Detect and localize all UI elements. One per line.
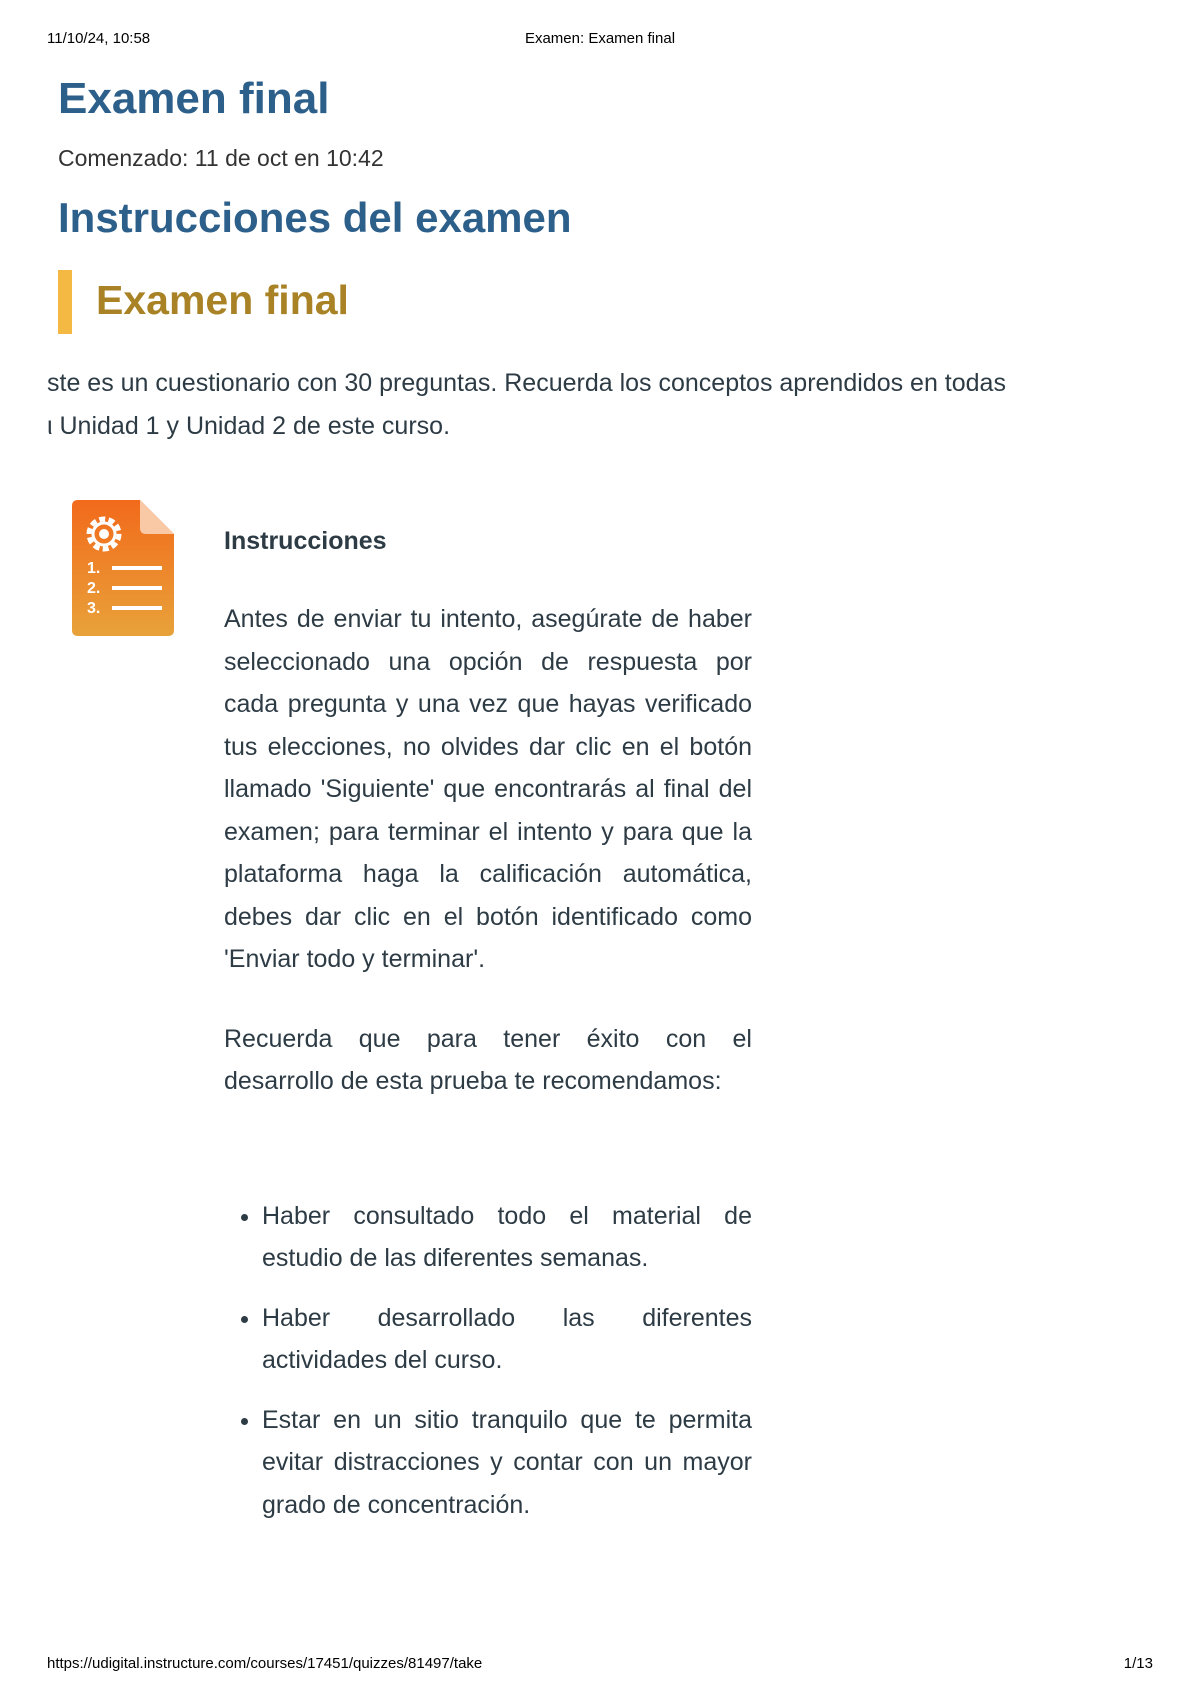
list-item: • Haber consultado todo el material de estudio de las diferentes semanas. xyxy=(262,1195,752,1280)
document-icon-graphic xyxy=(72,500,174,636)
svg-text:2.: 2. xyxy=(87,580,101,597)
banner xyxy=(58,270,658,334)
quiz-title: Examen final xyxy=(58,74,330,123)
banner-accent-bar xyxy=(58,270,72,334)
instructions-heading: Instrucciones del examen xyxy=(58,194,572,241)
svg-text:3.: 3. xyxy=(87,600,101,617)
tips-list xyxy=(224,1195,752,1527)
print-footer xyxy=(47,1655,1153,1675)
intro-line: ste es un cuestionario con 30 preguntas. Recuerda los conceptos aprendidos en todas xyxy=(47,369,1006,397)
list-item: • Estar en un sitio tranquilo que te permita evitar distracciones y contar con un mayor grado de concentración. xyxy=(262,1399,752,1527)
banner-title: Examen final xyxy=(96,277,349,323)
numbered-list-document-icon xyxy=(72,500,174,636)
svg-text:1.: 1. xyxy=(87,560,101,577)
list-item: • Haber desarrollado las diferentes actividades del curso. xyxy=(262,1297,752,1382)
instructions-paragraph: Antes de enviar tu intento, asegúrate de haber seleccionado una opción de respuesta por cada pregunta y una vez que hayas verificado tus elecciones, no olvides dar clic en el botón llamado 'Siguiente' que encontrarás al final del examen; para terminar el intento y para que la plataforma haga la calificación automática, debes dar clic en el botón identificado como 'Enviar todo y terminar'. xyxy=(224,605,752,973)
intro-text xyxy=(47,362,1167,452)
page-number: 1/13 xyxy=(1123,1655,1153,1672)
print-page-title: Examen: Examen final xyxy=(524,30,676,47)
instructions-subheading: Instrucciones xyxy=(224,527,387,555)
page-url-link[interactable]: https://udigital.instructure.com/courses/17451/quizzes/81497/take xyxy=(47,1655,483,1672)
recommendations-paragraph: Recuerda que para tener éxito con el desarrollo de esta prueba te recomendamos: xyxy=(224,1024,752,1095)
intro-line: ι Unidad 1 y Unidad 2 de este curso. xyxy=(47,412,451,440)
started-timestamp: Comenzado: 11 de oct en 10:42 xyxy=(58,145,384,171)
print-header xyxy=(47,30,1153,50)
print-datetime: 11/10/24, 10:58 xyxy=(47,30,151,47)
instructions-content xyxy=(224,521,752,1543)
